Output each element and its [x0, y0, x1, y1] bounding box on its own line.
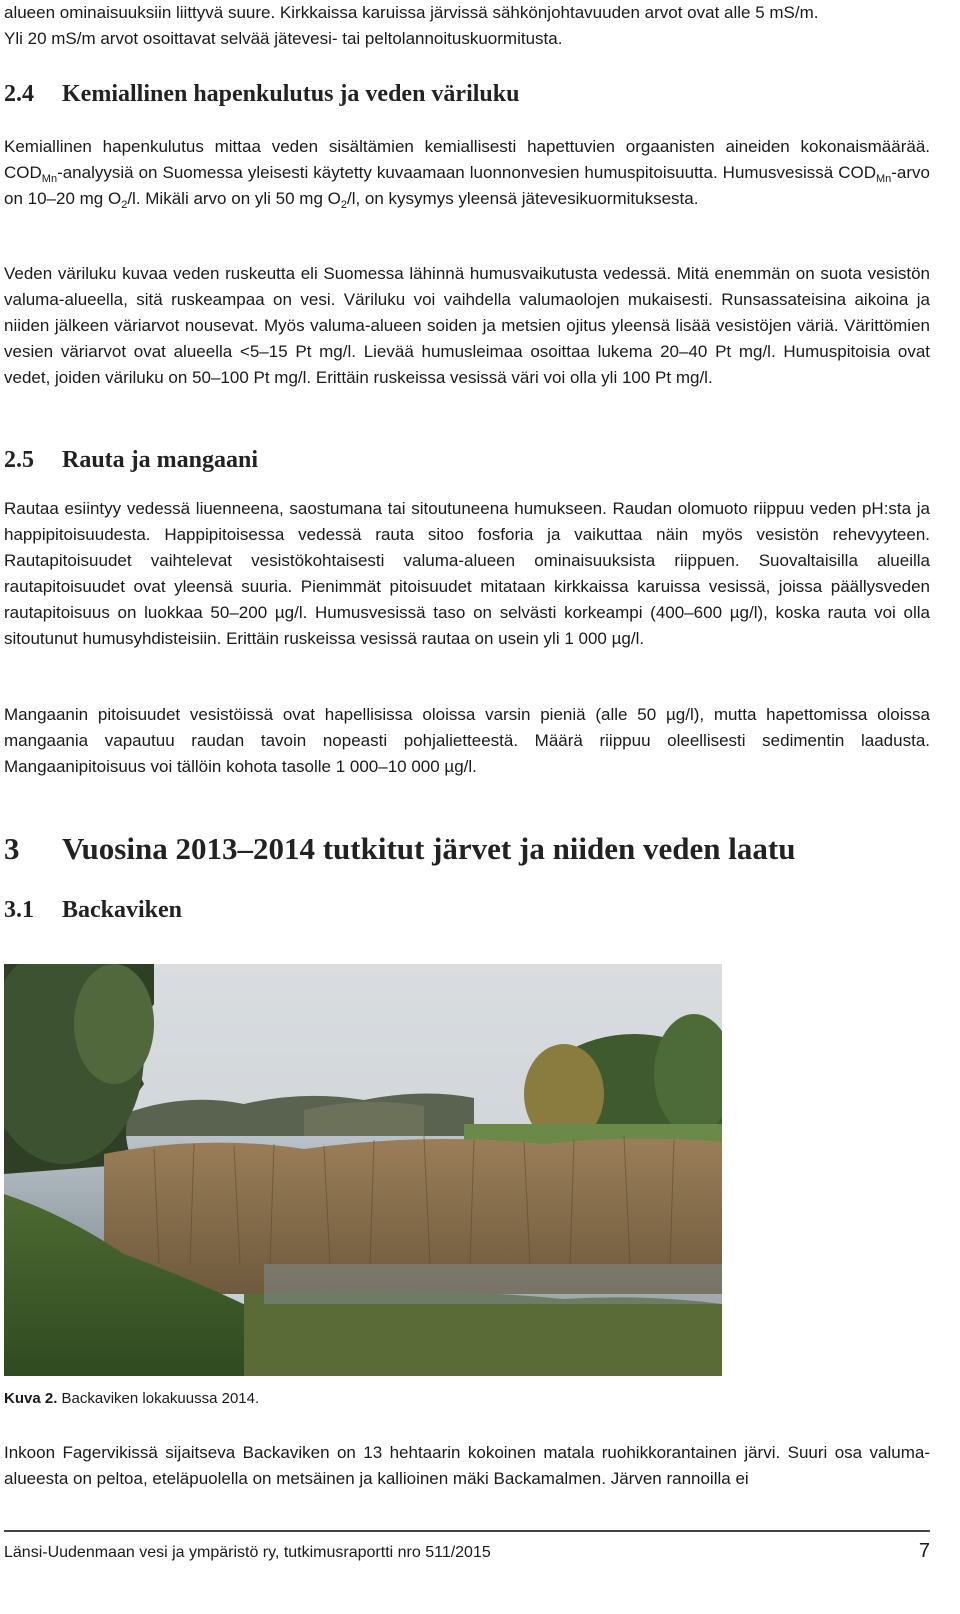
paragraph-text: Veden väriluku kuvaa veden ruskeutta eli Suomessa lähinnä humusvaikutusta vedessä. Mitä enemmän on suota vesistön valuma-alueella, sitä ruskeampaa on vesi. Väriluku voi vaihdella valumaolojen mukaisesti. Runsassateisina aikoina ja niiden jälkeen väriarvot nousevat. Myös valuma-alueen soiden ja metsien ojitus yleensä lisää vesistöjen väriä. Värittömien vesien väriarvot ovat alueella <5–15 Pt mg/l. Lievää humusleimaa osoittaa lukema 20–40 Pt mg/l. Humuspitoisia ovat vedet, joiden väriluku on 50–100 Pt mg/l. Erittäin ruskeissa vesissä väri voi olla yli 100 Pt mg/l. [4, 264, 930, 387]
figure-label: Kuva 2. [4, 1390, 58, 1407]
footer-text: Länsi-Uudenmaan vesi ja ympäristö ry, tutkimusraportti nro 511/2015 [4, 1544, 491, 1561]
text-run: /l. Mikäli arvo on yli 50 mg O [127, 189, 341, 208]
section-title: Kemiallinen hapenkulutus ja veden väriluku [62, 81, 520, 107]
section-number: 3.1 [4, 897, 34, 923]
paragraph-text: Inkoon Fagervikissä sijaitseva Backaviken on 13 hehtaarin kokoinen matala ruohikkorantainen järvi. Suuri osa valuma-alueesta on peltoa, eteläpuolella on metsäinen ja kallioinen mäki Backamalmen. Järven rannoilla ei [4, 1443, 930, 1488]
chapter-number: 3 [4, 831, 20, 866]
subscript: Mn [41, 173, 58, 185]
subscript: 2 [121, 199, 128, 211]
text-run: -analyysiä on Suomessa yleisesti käytetty kuvaamaan luonnonvesien humuspitoisuutta. Humusvesissä COD [57, 163, 876, 182]
backaviken-paragraph [4, 1440, 930, 1492]
section-2-5-paragraph-1 [4, 496, 930, 652]
section-number: 2.5 [4, 447, 34, 473]
section-2-4-paragraph-1 [4, 134, 930, 212]
section-2-5-paragraph-2 [4, 702, 930, 780]
paragraph-text: Rautaa esiintyy vedessä liuenneena, saostumana tai sitoutuneena humukseen. Raudan olomuoto riippuu veden pH:sta ja happipitoisuudesta. Happipitoisessa vedessä rauta sitoo fosforia ja vaikuttaa näin myös vesistön rehevyyteen. Rautapitoisuudet vaihtelevat vesistökohtaisesti valuma-alueen ominaisuuksista riippuen. Suovaltaisilla alueilla rautapitoisuudet ovat yleensä suuria. Pienimmät pitoisuudet mitataan kirkkaissa karuissa vesissä, joissa päällysveden rautapitoisuus on luokkaa 50–200 µg/l. Humusvesissä taso on selvästi korkeampi (400–600 µg/l), koska rauta voi olla sitoutunut humusyhdisteisiin. Erittäin ruskeissa vesissä rautaa on usein yli 1 000 µg/l. [4, 499, 930, 648]
subscript: Mn [875, 173, 892, 185]
text-run: Kemiallinen hapenkulutus mittaa veden sisältämien kemiallisesti hapettuvien orgaanisten aineiden kokonaismäärää. COD [4, 137, 930, 182]
section-2-4-paragraph-2 [4, 261, 930, 391]
intro-line-1: alueen ominaisuuksiin liittyvä suure. Kirkkaissa karuissa järvissä sähkönjohtavuuden arvot ovat alle 5 mS/m. [4, 3, 819, 22]
page-number: 7 [918, 1540, 930, 1562]
subscript: 2 [340, 199, 347, 211]
figure-caption-text: Backaviken lokakuussa 2014. [57, 1390, 260, 1407]
footer-divider [4, 1530, 930, 1532]
section-2-5-heading [4, 447, 930, 474]
section-3-1-heading [4, 897, 930, 924]
lake-photo [4, 964, 722, 1376]
section-2-4-heading [4, 81, 930, 108]
section-number: 2.4 [4, 81, 34, 107]
section-title: Backaviken [62, 897, 183, 923]
paragraph-text: Mangaanin pitoisuudet vesistöissä ovat hapellisissa oloissa varsin pieniä (alle 50 µg/l), mutta hapettomissa oloissa mangaania vapautuu raudan tavoin nopeasti pohjalietteestä. Määrä riippuu oleellisesti sedimentin laadusta. Mangaanipitoisuus voi tällöin kohota tasolle 1 000–10 000 µg/l. [4, 705, 930, 776]
section-title: Rauta ja mangaani [62, 447, 259, 473]
chapter-title: Vuosina 2013–2014 tutkitut järvet ja niiden veden laatu [62, 831, 796, 866]
chapter-3-heading [4, 831, 930, 867]
text-run: -arvo on 10–20 mg O [4, 163, 930, 208]
intro-line-2: Yli 20 mS/m arvot osoittavat selvää jätevesi- tai peltolannoituskuormitusta. [4, 29, 563, 48]
intro-paragraph [4, 0, 930, 52]
figure-caption [4, 1390, 259, 1407]
text-run: /l, on kysymys yleensä jätevesikuormituksesta. [346, 189, 699, 208]
